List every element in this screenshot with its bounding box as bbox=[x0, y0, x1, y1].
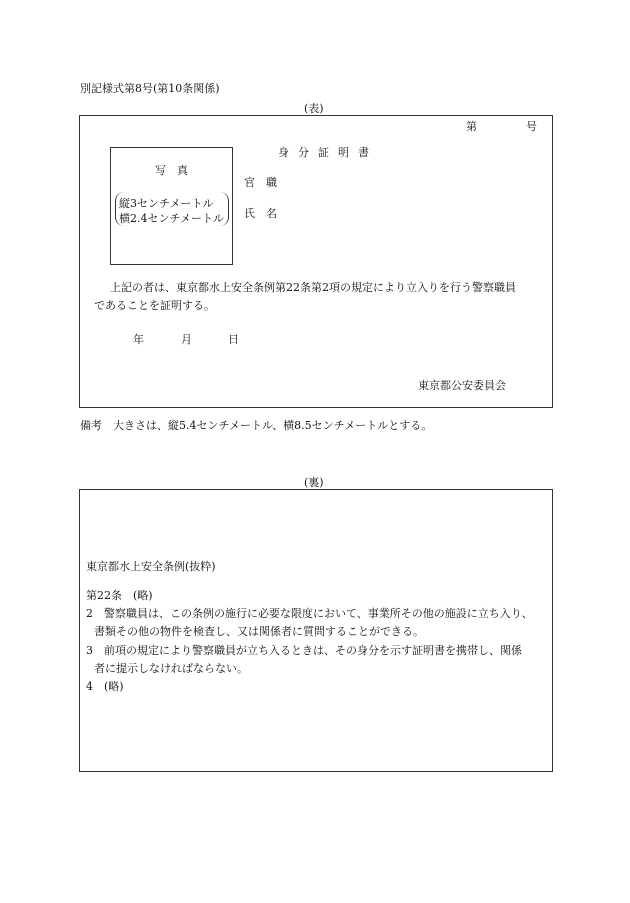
form-label: 別記様式第8号(第10条関係) bbox=[80, 82, 220, 95]
number-label-go: 号 bbox=[526, 120, 537, 133]
date-day: 日 bbox=[228, 333, 239, 346]
date-month: 月 bbox=[181, 333, 192, 346]
back-card bbox=[79, 489, 553, 772]
ordinance-heading: 東京都水上安全条例(抜粋) bbox=[86, 560, 216, 573]
front-card bbox=[79, 115, 553, 408]
paragraph-3-line-2: 者に提示しなければならない。 bbox=[94, 662, 248, 675]
issuer: 東京都公安委員会 bbox=[418, 379, 506, 392]
paragraph-3-line-1: 3 前項の規定により警察職員が立ち入るときは、その身分を示す証明書を携帯し、関係 bbox=[86, 644, 522, 657]
photo-size-width: 横2.4センチメートル bbox=[119, 212, 225, 225]
rank-label: 官 職 bbox=[244, 176, 277, 189]
name-label: 氏 名 bbox=[244, 207, 277, 220]
certification-text-line-2: であることを証明する。 bbox=[94, 299, 215, 312]
front-side-label: (表) bbox=[304, 102, 324, 115]
photo-title: 写 真 bbox=[155, 164, 188, 177]
back-side-label: (裏) bbox=[304, 476, 324, 489]
paragraph-4: 4 (略) bbox=[86, 680, 124, 693]
date-year: 年 bbox=[133, 333, 144, 346]
card-title: 身分証明書 bbox=[278, 146, 378, 159]
photo-size-height: 縦3センチメートル bbox=[119, 197, 214, 210]
number-label-dai: 第 bbox=[466, 120, 477, 133]
certification-text-line-1: 上記の者は、東京都水上安全条例第22条第2項の規定により立入りを行う警察職員 bbox=[110, 281, 516, 294]
photo-box bbox=[110, 147, 233, 265]
article-22: 第22条 (略) bbox=[86, 589, 153, 602]
size-note: 備考 大きさは、縦5.4センチメートル、横8.5センチメートルとする。 bbox=[80, 419, 433, 432]
paragraph-2-line-2: 書類その他の物件を検査し、又は関係者に質問することができる。 bbox=[94, 625, 424, 638]
paragraph-2-line-1: 2 警察職員は、この条例の施行に必要な限度において、事業所その他の施設に立ち入り、 bbox=[86, 607, 533, 620]
